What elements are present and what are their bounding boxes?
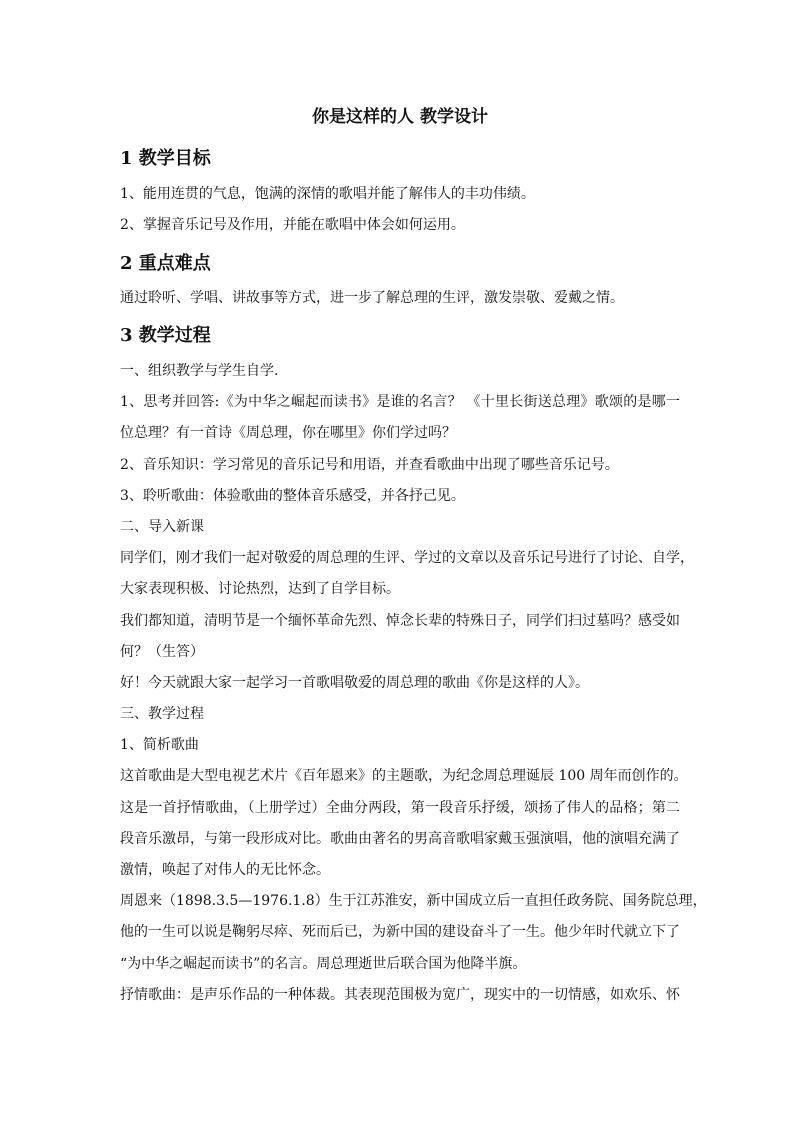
paragraph-line: 大家表现积极、讨论热烈，达到了自学目标。 bbox=[120, 581, 400, 597]
paragraph-line: 何？（生答） bbox=[120, 644, 204, 660]
paragraph-key-points: 通过聆听、学唱、讲故事等方式，进一步了解总理的生评，激发崇敬、爱戴之情。 bbox=[120, 290, 624, 306]
paragraph-line: 激情，唤起了对伟人的无比怀念。 bbox=[120, 862, 330, 878]
paragraph-line: 位总理？有一首诗《周总理，你在哪里》你们学过吗？ bbox=[120, 425, 456, 441]
paragraph-line: 他的一生可以说是鞠躬尽瘁、死而后已，为新中国的建设奋斗了一生。他少年时代就立下了 bbox=[120, 924, 680, 940]
paragraph-line: 周恩来（1898.3.5—1976.1.8）生于江苏淮安，新中国成立后一直担任政务院、国务院总理， bbox=[120, 893, 707, 909]
paragraph-line: 抒情歌曲：是声乐作品的一种体裁。其表现范围极为宽广，现实中的一切情感，如欢乐、怀 bbox=[120, 987, 680, 1003]
document-page bbox=[120, 0, 707, 1123]
section-title-1: 一、组织教学与学生自学. bbox=[120, 363, 279, 379]
paragraph-line: 同学们，刚才我们一起对敬爱的周总理的生评、学过的文章以及音乐记号进行了讨论、自学， bbox=[120, 550, 694, 566]
paragraph-line: 3、聆听歌曲：体验歌曲的整体音乐感受，并各抒己见。 bbox=[120, 488, 465, 504]
document-title: 你是这样的人 教学设计 bbox=[312, 107, 488, 127]
paragraph-line: 这是一首抒情歌曲，（上册学过）全曲分两段，第一段音乐抒缓，颂扬了伟人的品格；第二 bbox=[120, 800, 680, 816]
heading-key-points: 2 重点难点 bbox=[120, 253, 211, 274]
section-title-2: 二、导入新课 bbox=[120, 519, 204, 535]
subsection-title: 1、简析歌曲 bbox=[120, 737, 199, 753]
section-title-3: 三、教学过程 bbox=[120, 706, 204, 722]
paragraph-line: 1、思考并回答:《为中华之崛起而读书》是谁的名言？ 《十里长街送总理》歌颂的是哪一 bbox=[120, 394, 680, 410]
paragraph-line: 我们都知道，清明节是一个缅怀革命先烈、悼念长辈的特殊日子，同学们扫过墓吗？感受如 bbox=[120, 613, 680, 629]
paragraph-line: 段音乐激昂，与第一段形成对比。歌曲由著名的男高音歌唱家戴玉强演唱，他的演唱充满了 bbox=[120, 831, 680, 847]
paragraph-line: 好！今天就跟大家一起学习一首歌唱敬爱的周总理的歌曲《你是这样的人》。 bbox=[120, 675, 589, 691]
heading-teaching-process: 3 教学过程 bbox=[120, 325, 211, 346]
paragraph-line: “为中华之崛起而读书”的名言。周总理逝世后联合国为他降半旗。 bbox=[120, 956, 527, 972]
paragraph-line: 2、音乐知识：学习常见的音乐记号和用语，并查看歌曲中出现了哪些音乐记号。 bbox=[120, 457, 619, 473]
paragraph-line: 这首歌曲是大型电视艺术片《百年恩来》的主题歌，为纪念周总理诞辰 100 周年而创作的。 bbox=[120, 768, 688, 784]
paragraph-goal-1: 1、能用连贯的气息，饱满的深情的歌唱并能了解伟人的丰功伟绩。 bbox=[120, 186, 535, 202]
heading-teaching-goals: 1 教学目标 bbox=[120, 148, 211, 169]
paragraph-goal-2: 2、掌握音乐记号及作用，并能在歌唱中体会如何运用。 bbox=[120, 217, 465, 233]
